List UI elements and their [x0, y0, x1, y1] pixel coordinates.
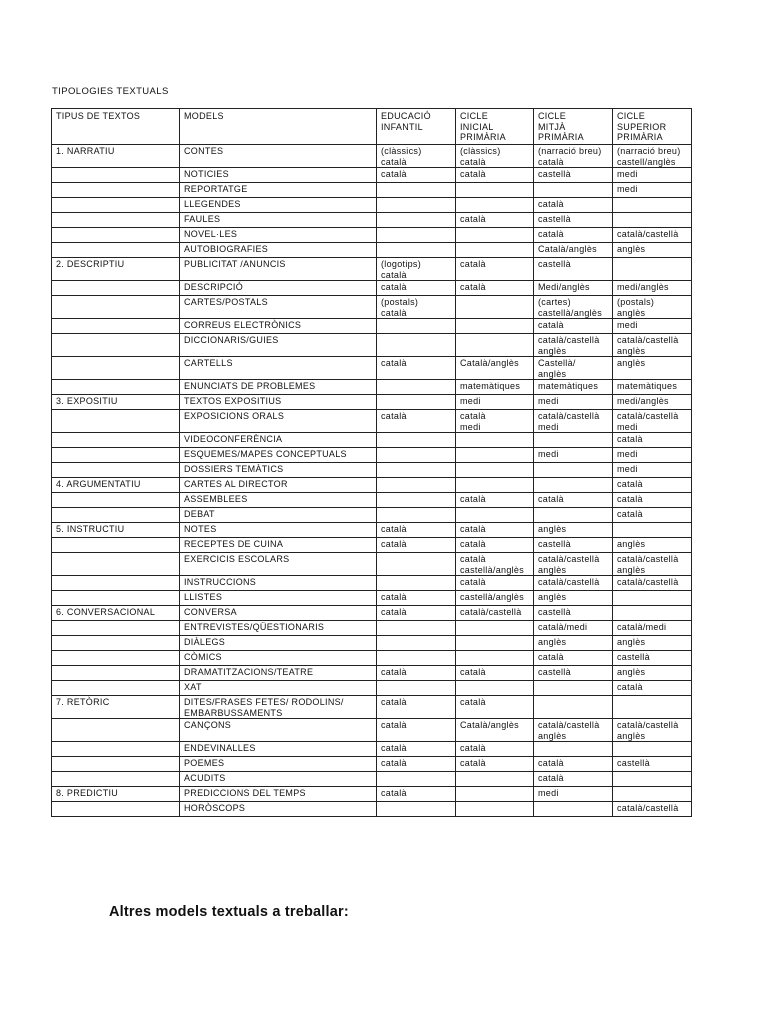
cell-cicle-inicial: català [456, 757, 534, 772]
cell-cicle-mitja: medi [534, 448, 613, 463]
cell-cicle-mitja: castellà [534, 538, 613, 553]
table-row [52, 228, 692, 243]
cell-cicle-mitja [534, 478, 613, 493]
cell-model: AUTOBIOGRAFIES [180, 243, 377, 258]
cell-model: HORÒSCOPS [180, 802, 377, 817]
cell-cicle-mitja: matemàtiques [534, 380, 613, 395]
cell-educacio-infantil [377, 681, 456, 696]
cell-cicle-mitja [534, 433, 613, 448]
cell-cicle-inicial [456, 433, 534, 448]
cell-tipus [52, 742, 180, 757]
cell-cicle-mitja: castellà [534, 606, 613, 621]
cell-cicle-mitja: català [534, 228, 613, 243]
cell-tipus [52, 380, 180, 395]
cell-model: DICCIONARIS/GUIES [180, 334, 377, 357]
table-row [52, 742, 692, 757]
table-row [52, 802, 692, 817]
cell-cicle-inicial: català [456, 213, 534, 228]
cell-model: PREDICCIONS DEL TEMPS [180, 787, 377, 802]
cell-cicle-mitja: català/castellà anglès [534, 553, 613, 576]
cell-cicle-inicial: català [456, 576, 534, 591]
table-row [52, 478, 692, 493]
cell-model: DOSSIERS TEMÀTICS [180, 463, 377, 478]
cell-cicle-inicial: català [456, 281, 534, 296]
cell-cicle-mitja: anglès [534, 636, 613, 651]
cell-educacio-infantil [377, 448, 456, 463]
cell-educacio-infantil: català [377, 357, 456, 380]
cell-model: DITES/FRASES FETES/ RODOLINS/ EMBARBUSSAMENTS [180, 696, 377, 719]
cell-educacio-infantil [377, 433, 456, 448]
cell-cicle-mitja: Castellà/ anglès [534, 357, 613, 380]
cell-cicle-inicial [456, 636, 534, 651]
cell-model: NOVEL·LES [180, 228, 377, 243]
cell-cicle-superior: anglès [613, 357, 692, 380]
cell-model: RECEPTES DE CUINA [180, 538, 377, 553]
cell-model: ASSEMBLEES [180, 493, 377, 508]
cell-tipus [52, 319, 180, 334]
cell-model: NOTES [180, 523, 377, 538]
cell-educacio-infantil [377, 463, 456, 478]
table-row [52, 213, 692, 228]
cell-model: ENUNCIATS DE PROBLEMES [180, 380, 377, 395]
cell-cicle-superior: català [613, 681, 692, 696]
cell-model: FAULES [180, 213, 377, 228]
cell-tipus: 5. INSTRUCTIU [52, 523, 180, 538]
cell-educacio-infantil [377, 508, 456, 523]
table-row [52, 576, 692, 591]
cell-educacio-infantil [377, 772, 456, 787]
cell-cicle-mitja: català/castellà anglès [534, 334, 613, 357]
cell-cicle-superior: català/castellà [613, 576, 692, 591]
header-cicle-inicial: CICLE INICIAL PRIMÀRIA [456, 109, 534, 145]
table-row [52, 591, 692, 606]
table-row [52, 334, 692, 357]
cell-cicle-inicial [456, 802, 534, 817]
cell-tipus [52, 463, 180, 478]
cell-cicle-superior: català [613, 508, 692, 523]
cell-cicle-inicial [456, 183, 534, 198]
cell-cicle-mitja: castellà [534, 168, 613, 183]
table-row [52, 145, 692, 168]
cell-tipus [52, 621, 180, 636]
cell-cicle-superior [613, 742, 692, 757]
cell-cicle-mitja: castellà [534, 666, 613, 681]
cell-cicle-superior: castellà [613, 757, 692, 772]
cell-cicle-inicial: català [456, 538, 534, 553]
cell-educacio-infantil [377, 802, 456, 817]
cell-educacio-infantil [377, 636, 456, 651]
table-row [52, 606, 692, 621]
table-row [52, 410, 692, 433]
cell-model: DESCRIPCIÓ [180, 281, 377, 296]
cell-cicle-mitja [534, 463, 613, 478]
cell-cicle-superior: medi [613, 183, 692, 198]
cell-tipus [52, 719, 180, 742]
cell-cicle-inicial: castellà/anglès [456, 591, 534, 606]
table-row [52, 258, 692, 281]
cell-cicle-inicial: (clàssics) català [456, 145, 534, 168]
cell-cicle-superior: català [613, 433, 692, 448]
cell-cicle-superior [613, 258, 692, 281]
table-row [52, 636, 692, 651]
cell-tipus: 1. NARRATIU [52, 145, 180, 168]
cell-tipus [52, 591, 180, 606]
cell-cicle-mitja: català/castellà medi [534, 410, 613, 433]
cell-educacio-infantil: català [377, 606, 456, 621]
header-tipus: TIPUS DE TEXTOS [52, 109, 180, 145]
cell-tipus [52, 493, 180, 508]
cell-educacio-infantil: català [377, 696, 456, 719]
cell-cicle-superior: (narració breu) castell/anglès [613, 145, 692, 168]
cell-cicle-inicial: català/castellà [456, 606, 534, 621]
cell-educacio-infantil: català [377, 281, 456, 296]
cell-educacio-infantil: català [377, 787, 456, 802]
cell-educacio-infantil [377, 493, 456, 508]
cell-cicle-superior: català [613, 493, 692, 508]
cell-cicle-superior: català/castellà anglès [613, 719, 692, 742]
cell-tipus [52, 433, 180, 448]
table-row [52, 719, 692, 742]
cell-tipus [52, 183, 180, 198]
cell-cicle-superior: castellà [613, 651, 692, 666]
cell-tipus [52, 296, 180, 319]
cell-tipus [52, 651, 180, 666]
cell-cicle-inicial: català [456, 742, 534, 757]
cell-cicle-inicial: català [456, 666, 534, 681]
cell-model: CONVERSA [180, 606, 377, 621]
cell-tipus: 6. CONVERSACIONAL [52, 606, 180, 621]
cell-model: CÒMICS [180, 651, 377, 666]
cell-tipus [52, 681, 180, 696]
cell-cicle-superior: (postals) anglès [613, 296, 692, 319]
cell-tipus [52, 281, 180, 296]
cell-cicle-superior: medi/anglès [613, 395, 692, 410]
table-row [52, 493, 692, 508]
cell-cicle-inicial [456, 681, 534, 696]
cell-tipus: 4. ARGUMENTATIU [52, 478, 180, 493]
table-row [52, 696, 692, 719]
cell-tipus [52, 802, 180, 817]
cell-cicle-inicial [456, 478, 534, 493]
cell-cicle-inicial [456, 463, 534, 478]
cell-cicle-superior: medi [613, 319, 692, 334]
cell-cicle-inicial: medi [456, 395, 534, 410]
cell-cicle-inicial: català [456, 523, 534, 538]
cell-cicle-inicial [456, 448, 534, 463]
table-row [52, 621, 692, 636]
cell-educacio-infantil: (logotips) català [377, 258, 456, 281]
cell-cicle-superior: català/castellà medi [613, 410, 692, 433]
cell-cicle-mitja: Català/anglès [534, 243, 613, 258]
cell-cicle-superior [613, 213, 692, 228]
cell-educacio-infantil: català [377, 168, 456, 183]
cell-model: TEXTOS EXPOSITIUS [180, 395, 377, 410]
cell-tipus [52, 198, 180, 213]
cell-tipus [52, 410, 180, 433]
table-row [52, 395, 692, 410]
cell-cicle-superior [613, 523, 692, 538]
cell-cicle-mitja: català [534, 757, 613, 772]
table-row [52, 553, 692, 576]
cell-tipus [52, 757, 180, 772]
cell-educacio-infantil [377, 183, 456, 198]
cell-model: NOTICIES [180, 168, 377, 183]
cell-cicle-mitja [534, 742, 613, 757]
cell-cicle-superior: català/medi [613, 621, 692, 636]
table-row [52, 523, 692, 538]
table-body [52, 109, 692, 817]
cell-tipus [52, 576, 180, 591]
header-models: MODELS [180, 109, 377, 145]
cell-educacio-infantil [377, 213, 456, 228]
cell-tipus [52, 168, 180, 183]
cell-cicle-mitja [534, 681, 613, 696]
cell-cicle-inicial [456, 228, 534, 243]
cell-tipus [52, 553, 180, 576]
cell-cicle-mitja: (cartes) castellà/anglès [534, 296, 613, 319]
cell-cicle-superior: medi [613, 448, 692, 463]
cell-cicle-superior: anglès [613, 666, 692, 681]
cell-cicle-inicial [456, 787, 534, 802]
cell-educacio-infantil: català [377, 523, 456, 538]
cell-cicle-mitja: castellà [534, 213, 613, 228]
cell-tipus [52, 213, 180, 228]
cell-model: CONTES [180, 145, 377, 168]
cell-model: DIÀLEGS [180, 636, 377, 651]
cell-model: EXPOSICIONS ORALS [180, 410, 377, 433]
cell-model: ENTREVISTES/QÜESTIONARIS [180, 621, 377, 636]
cell-cicle-inicial: Català/anglès [456, 719, 534, 742]
cell-cicle-superior: matemàtiques [613, 380, 692, 395]
cell-tipus [52, 772, 180, 787]
text-typologies-table [51, 108, 692, 817]
cell-cicle-superior [613, 772, 692, 787]
table-row [52, 448, 692, 463]
cell-model: ACUDITS [180, 772, 377, 787]
cell-cicle-superior: català/castellà [613, 228, 692, 243]
cell-cicle-inicial [456, 198, 534, 213]
table-row [52, 463, 692, 478]
table-row [52, 772, 692, 787]
cell-educacio-infantil [377, 198, 456, 213]
table-header-row [52, 109, 692, 145]
cell-cicle-mitja: (narració breu) català [534, 145, 613, 168]
table-row [52, 296, 692, 319]
cell-cicle-mitja: medi [534, 787, 613, 802]
cell-educacio-infantil: català [377, 742, 456, 757]
cell-educacio-infantil: català [377, 757, 456, 772]
cell-cicle-superior: anglès [613, 243, 692, 258]
cell-cicle-inicial: català [456, 168, 534, 183]
cell-cicle-inicial [456, 334, 534, 357]
table-row [52, 508, 692, 523]
cell-educacio-infantil [377, 243, 456, 258]
cell-tipus [52, 357, 180, 380]
cell-cicle-mitja: català [534, 319, 613, 334]
cell-cicle-mitja: Medi/anglès [534, 281, 613, 296]
cell-cicle-superior: medi [613, 463, 692, 478]
cell-cicle-inicial: català medi [456, 410, 534, 433]
cell-model: INSTRUCCIONS [180, 576, 377, 591]
cell-educacio-infantil [377, 651, 456, 666]
cell-cicle-mitja [534, 802, 613, 817]
cell-model: REPORTATGE [180, 183, 377, 198]
cell-tipus: 7. RETÒRIC [52, 696, 180, 719]
cell-educacio-infantil: (clàssics) català [377, 145, 456, 168]
cell-cicle-inicial: Català/anglès [456, 357, 534, 380]
cell-cicle-mitja: medi [534, 395, 613, 410]
table-row [52, 666, 692, 681]
cell-cicle-mitja: català [534, 493, 613, 508]
cell-model: XAT [180, 681, 377, 696]
cell-cicle-superior: medi [613, 168, 692, 183]
cell-cicle-mitja [534, 508, 613, 523]
table-row [52, 198, 692, 213]
table-row [52, 538, 692, 553]
cell-model: CANÇONS [180, 719, 377, 742]
cell-cicle-superior [613, 787, 692, 802]
cell-model: DEBAT [180, 508, 377, 523]
cell-cicle-superior [613, 696, 692, 719]
cell-cicle-mitja: anglès [534, 523, 613, 538]
cell-tipus [52, 538, 180, 553]
table-row [52, 651, 692, 666]
header-cicle-superior: CICLE SUPERIOR PRIMÀRIA [613, 109, 692, 145]
cell-educacio-infantil: (postals) català [377, 296, 456, 319]
cell-cicle-mitja: català/castellà anglès [534, 719, 613, 742]
cell-model: ENDEVINALLES [180, 742, 377, 757]
table-row [52, 433, 692, 448]
cell-cicle-superior [613, 591, 692, 606]
cell-educacio-infantil: català [377, 538, 456, 553]
cell-cicle-inicial: català [456, 258, 534, 281]
cell-model: EXERCICIS ESCOLARS [180, 553, 377, 576]
cell-cicle-superior: anglès [613, 538, 692, 553]
cell-cicle-inicial: català castellà/anglès [456, 553, 534, 576]
cell-cicle-superior: anglès [613, 636, 692, 651]
cell-cicle-inicial [456, 621, 534, 636]
cell-cicle-inicial: català [456, 696, 534, 719]
header-educacio-infantil: EDUCACIÓ INFANTIL [377, 109, 456, 145]
cell-cicle-superior: català/castellà anglès [613, 553, 692, 576]
cell-educacio-infantil [377, 319, 456, 334]
cell-cicle-mitja: català/castellà [534, 576, 613, 591]
cell-model: LLISTES [180, 591, 377, 606]
cell-educacio-infantil [377, 395, 456, 410]
table-row [52, 357, 692, 380]
cell-cicle-mitja [534, 696, 613, 719]
table-row [52, 243, 692, 258]
cell-cicle-mitja: anglès [534, 591, 613, 606]
cell-cicle-inicial [456, 243, 534, 258]
cell-cicle-mitja [534, 183, 613, 198]
cell-tipus: 3. EXPOSITIU [52, 395, 180, 410]
cell-model: CORREUS ELECTRÒNICS [180, 319, 377, 334]
cell-tipus [52, 636, 180, 651]
cell-cicle-inicial [456, 508, 534, 523]
cell-model: CARTELLS [180, 357, 377, 380]
cell-cicle-inicial [456, 296, 534, 319]
cell-educacio-infantil [377, 576, 456, 591]
cell-educacio-infantil [377, 334, 456, 357]
cell-model: VIDEOCONFERÈNCIA [180, 433, 377, 448]
cell-cicle-mitja: català [534, 651, 613, 666]
cell-cicle-mitja: català [534, 198, 613, 213]
cell-cicle-inicial [456, 651, 534, 666]
cell-educacio-infantil [377, 621, 456, 636]
cell-cicle-mitja: català/medi [534, 621, 613, 636]
header-cicle-mitja: CICLE MITJÀ PRIMÀRIA [534, 109, 613, 145]
cell-model: PUBLICITAT /ANUNCIS [180, 258, 377, 281]
cell-tipus: 8. PREDICTIU [52, 787, 180, 802]
cell-model: ESQUEMES/MAPES CONCEPTUALS [180, 448, 377, 463]
cell-cicle-inicial [456, 772, 534, 787]
table-row [52, 380, 692, 395]
table-row [52, 281, 692, 296]
cell-educacio-infantil [377, 478, 456, 493]
cell-cicle-inicial: català [456, 493, 534, 508]
cell-tipus [52, 228, 180, 243]
cell-educacio-infantil [377, 380, 456, 395]
cell-cicle-superior: català/castellà anglès [613, 334, 692, 357]
cell-cicle-inicial: matemàtiques [456, 380, 534, 395]
cell-model: CARTES AL DIRECTOR [180, 478, 377, 493]
cell-educacio-infantil: català [377, 410, 456, 433]
cell-educacio-infantil [377, 553, 456, 576]
footer-heading: Altres models textuals a treballar: [109, 904, 349, 920]
table-row [52, 681, 692, 696]
cell-tipus: 2. DESCRIPTIU [52, 258, 180, 281]
cell-model: POEMES [180, 757, 377, 772]
cell-cicle-superior: medi/anglès [613, 281, 692, 296]
cell-cicle-mitja: castellà [534, 258, 613, 281]
cell-tipus [52, 448, 180, 463]
table-row [52, 183, 692, 198]
cell-educacio-infantil: català [377, 666, 456, 681]
cell-educacio-infantil: català [377, 591, 456, 606]
table-row [52, 757, 692, 772]
table-row [52, 787, 692, 802]
cell-tipus [52, 334, 180, 357]
cell-tipus [52, 243, 180, 258]
cell-tipus [52, 508, 180, 523]
table-row [52, 319, 692, 334]
cell-cicle-superior: català [613, 478, 692, 493]
cell-cicle-superior: català/castellà [613, 802, 692, 817]
table-row [52, 168, 692, 183]
cell-educacio-infantil [377, 228, 456, 243]
cell-model: LLEGENDES [180, 198, 377, 213]
cell-model: DRAMATITZACIONS/TEATRE [180, 666, 377, 681]
cell-cicle-mitja: català [534, 772, 613, 787]
cell-educacio-infantil: català [377, 719, 456, 742]
cell-cicle-inicial [456, 319, 534, 334]
cell-model: CARTES/POSTALS [180, 296, 377, 319]
document-title: TIPOLOGIES TEXTUALS [52, 86, 169, 97]
cell-cicle-superior [613, 606, 692, 621]
cell-tipus [52, 666, 180, 681]
cell-cicle-superior [613, 198, 692, 213]
